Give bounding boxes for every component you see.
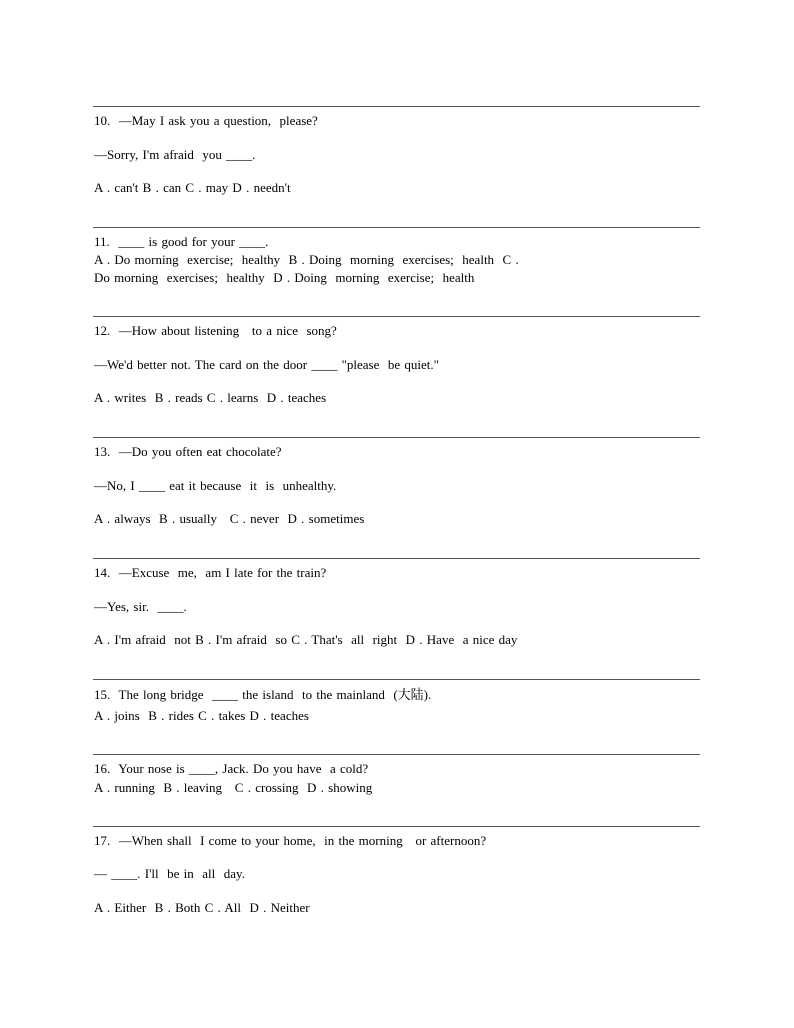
question-10-line: —Sorry, I'm afraid you ____.: [94, 147, 256, 162]
question-14-options: A . I'm afraid not B . I'm afraid so C . That's all right D . Have a nice day: [94, 632, 518, 647]
question-13-line: —No, I ____ eat it because it is unhealthy.: [94, 478, 337, 493]
divider-q13: [93, 437, 700, 438]
question-13-options: A . always B . usually C . never D . sometimes: [94, 511, 365, 526]
question-16-options: A . running B . leaving C . crossing D . showing: [94, 780, 373, 795]
question-11-stem: 11. ____ is good for your ____.: [94, 234, 269, 249]
question-17-line: — ____. I'll be in all day.: [94, 866, 245, 881]
divider-q12: [93, 316, 700, 317]
question-12-stem: 12. —How about listening to a nice song?: [94, 323, 337, 338]
divider-q14: [93, 558, 700, 559]
question-15-stem: 15. The long bridge ____ the island to the mainland (大陆).: [94, 687, 432, 702]
question-16-stem: 16. Your nose is ____, Jack. Do you have a cold?: [94, 761, 369, 776]
question-10-options: A . can't B . can C . may D . needn't: [94, 180, 291, 195]
question-17-options: A . Either B . Both C . All D . Neither: [94, 900, 310, 915]
question-15-options: A . joins B . rides C . takes D . teaches: [94, 708, 309, 723]
question-11-options-cont: Do morning exercises; healthy D . Doing morning exercise; health: [94, 270, 475, 285]
question-11-options: A . Do morning exercise; healthy B . Doing morning exercises; health C .: [94, 252, 519, 267]
question-13-stem: 13. —Do you often eat chocolate?: [94, 444, 282, 459]
question-14-stem: 14. —Excuse me, am I late for the train?: [94, 565, 327, 580]
question-12-options: A . writes B . reads C . learns D . teaches: [94, 390, 327, 405]
divider-q11: [93, 227, 700, 228]
question-14-line: —Yes, sir. ____.: [94, 599, 187, 614]
question-17-stem: 17. —When shall I come to your home, in the morning or afternoon?: [94, 833, 487, 848]
divider-q15: [93, 679, 700, 680]
question-12-line: —We'd better not. The card on the door ____ "please be quiet.": [94, 357, 439, 372]
divider-q17: [93, 826, 700, 827]
divider-q16: [93, 754, 700, 755]
divider-q10: [93, 106, 700, 107]
question-10-stem: 10. —May I ask you a question, please?: [94, 113, 318, 128]
